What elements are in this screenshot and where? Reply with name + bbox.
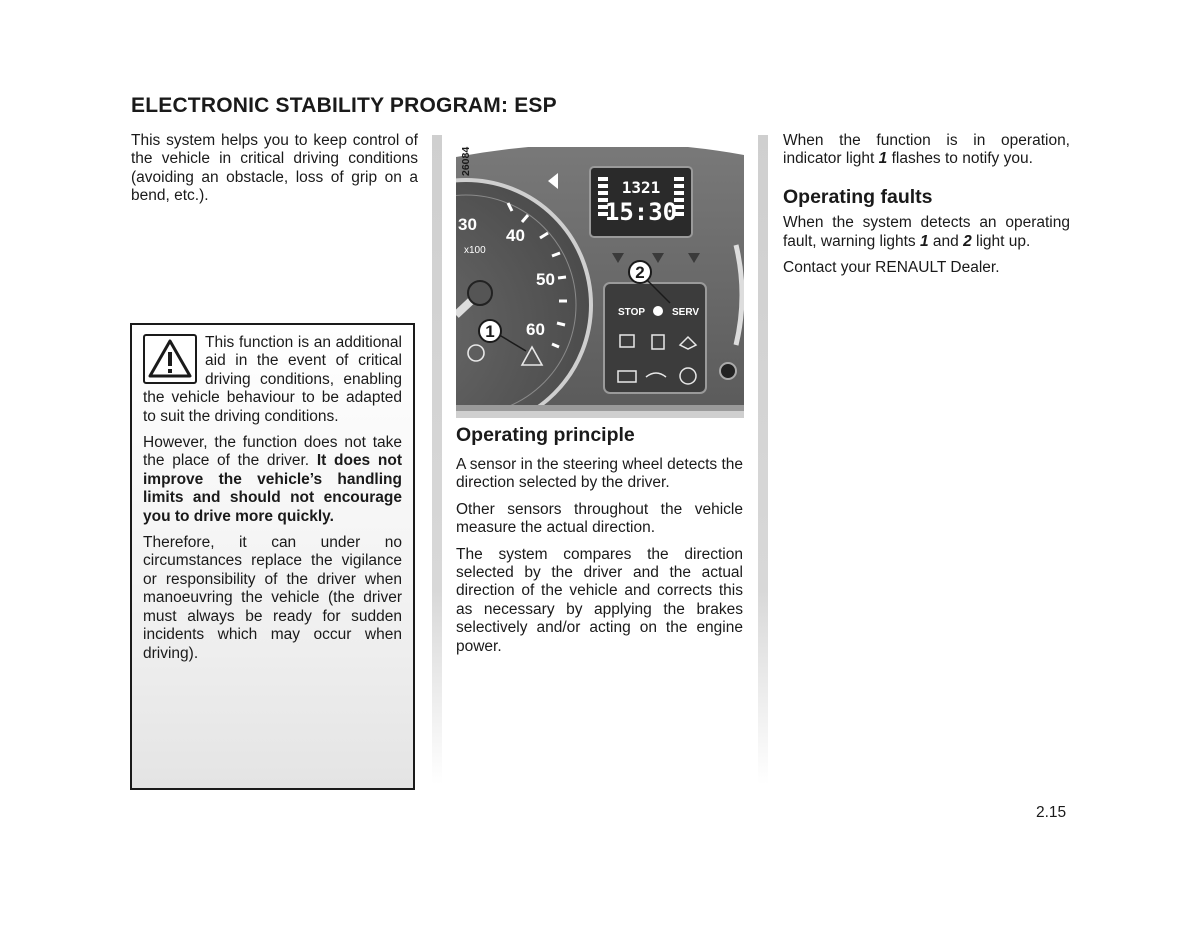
stop-label: STOP [618,307,646,318]
principle-paragraph-1: A sensor in the steering wheel detects the direction selected by the driver. [456,456,743,492]
column-separator-left [432,135,442,785]
operation-text-b: flashes to notify you. [887,150,1033,168]
principle-heading: Operating principle [456,424,635,446]
callout-2: 2 [635,263,645,282]
intro-paragraph: This system helps you to keep control of the vehicle in critical driving conditions (avoiding an obstacle, loss of grip on a bend, etc.). [131,132,418,205]
right-column [783,132,1070,285]
serv-label: SERV [672,307,700,318]
faults-text-a: When the system detects an operating fault, warning lights [783,214,1070,250]
operation-light-number: 1 [878,150,888,168]
principle-paragraph-2: Other sensors throughout the vehicle measure the actual direction. [456,500,743,537]
intro-column [131,132,418,214]
faults-text-mid: and [928,232,964,250]
faults-heading: Operating faults [783,185,933,208]
page-title: ELECTRONIC STABILITY PROGRAM: ESP [131,94,557,117]
principle-paragraph-3: The system compares the direction selected by the driver and the actual direction of the vehicle and corrects this as necessary by applying the brakes selectively and/or acting on the engine power. [456,545,743,655]
faults-light-1: 1 [920,232,929,250]
warning-paragraph-2 [143,434,402,526]
dealer-paragraph: Contact your RENAULT Dealer. [783,259,1000,277]
faults-light-2: 2 [963,232,972,250]
speed-mark-30: 30 [458,215,477,234]
speed-mark-50: 50 [536,270,555,289]
operation-paragraph [783,132,1070,169]
warning-p2-text: However, the function does not take the place of the driver. [143,434,402,470]
indicator-dot-icon [653,306,663,316]
faults-text-b: light up. [971,232,1031,250]
faults-paragraph [783,214,1070,251]
instrument-cluster-illustration [456,135,744,418]
speed-mark-40: 40 [506,226,525,245]
page-number: 2.15 [1036,804,1067,821]
warning-paragraph-3: Therefore, it can under no circumstances replace the vigilance or responsibility of the driver when manoeuvring the vehicle (the driver must always be ready for sudden incidents which may occur when driving). [143,534,402,662]
warning-paragraph-1: This function is an additional aid in the event of critical driving conditions, enabling the vehicle behaviour to be adapted to suit the driving conditions. [143,334,402,425]
warning-triangle-icon [143,334,197,384]
column-separator-right [758,135,768,785]
operation-text-a: When the function is in operation, indicator light [783,132,1070,168]
figure-code: 26084 [460,146,472,176]
principle-column [456,424,743,664]
warning-box [130,323,415,790]
warning-p2-bold: It does not improve the vehicle’s handling limits and should not encourage you to drive more quickly. [143,452,402,525]
odometer-readout: 1321 [621,178,661,197]
speed-mark-60: 60 [526,320,545,339]
callout-1: 1 [485,322,495,341]
x100-label: x100 [464,245,486,256]
clock-readout: 15:30 [604,198,678,226]
